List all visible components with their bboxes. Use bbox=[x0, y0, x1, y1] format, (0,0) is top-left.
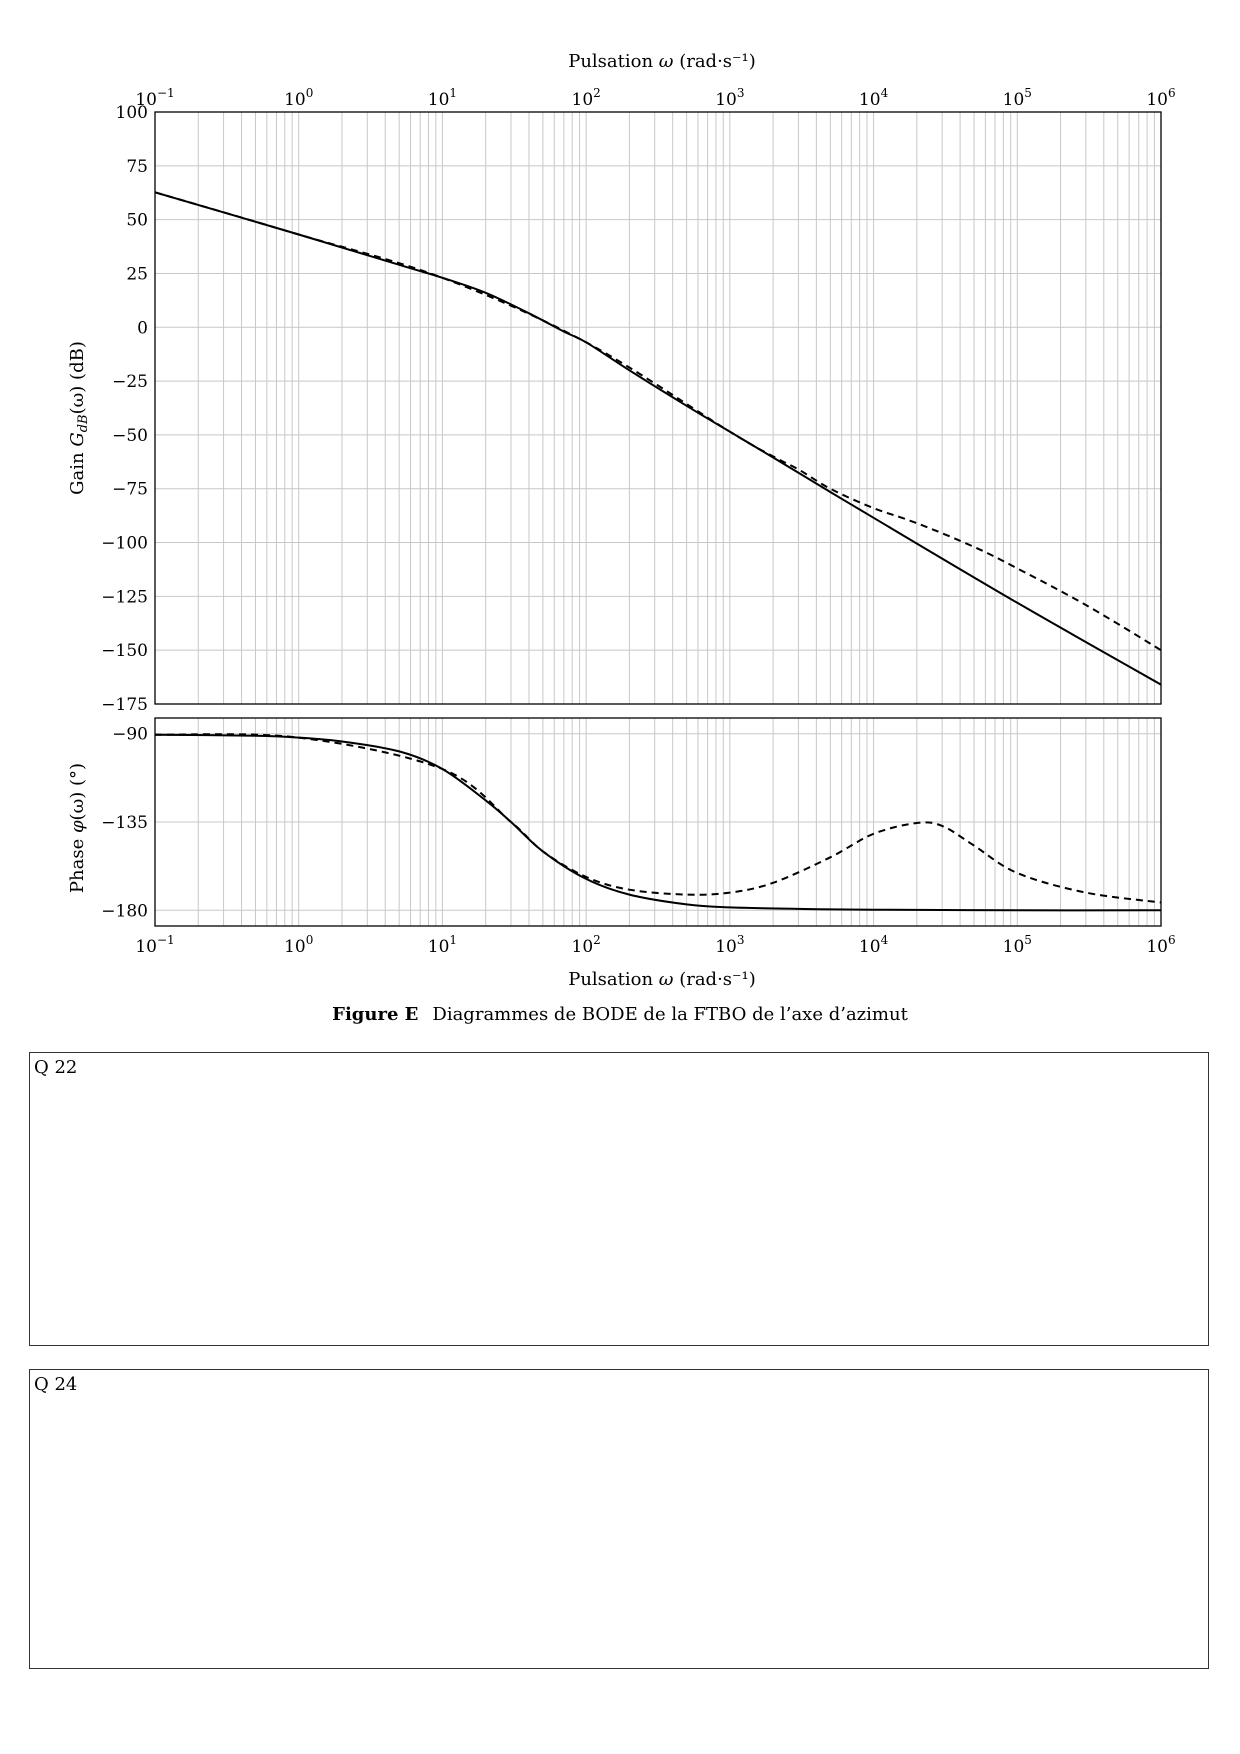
gain-y-tick-label: 100 bbox=[115, 103, 148, 123]
x-tick-label-top: $10^6$ bbox=[1146, 86, 1176, 110]
gain-y-tick-label: 75 bbox=[126, 156, 148, 177]
x-tick-label-bottom: $10^{-1}$ bbox=[135, 933, 175, 957]
x-tick-label-bottom: $10^2$ bbox=[571, 933, 601, 957]
gain-y-tick-label: −150 bbox=[101, 641, 148, 662]
grid bbox=[155, 112, 1161, 926]
x-tick-label-top: $10^3$ bbox=[715, 86, 745, 110]
plot-frames bbox=[155, 112, 1161, 926]
answer-box-q24[interactable] bbox=[29, 1369, 1209, 1669]
answer-box-q22[interactable] bbox=[29, 1052, 1209, 1346]
gain-y-tick-label: −175 bbox=[101, 695, 148, 715]
x-axis-title-top: Pulsation ω (rad·s⁻¹) bbox=[568, 51, 756, 72]
x-tick-label-bottom: $10^5$ bbox=[1002, 933, 1032, 957]
x-tick-label-bottom: $10^0$ bbox=[284, 933, 314, 957]
phase-y-tick-label: −135 bbox=[101, 813, 148, 833]
phase-y-tick-label: −90 bbox=[112, 724, 148, 745]
x-tick-label-top: $10^1$ bbox=[427, 86, 458, 110]
phase-curve-solid bbox=[155, 735, 1161, 911]
x-tick-label-top: $10^5$ bbox=[1002, 86, 1032, 110]
question-label: Q 24 bbox=[34, 1374, 78, 1395]
curves bbox=[155, 192, 1161, 910]
gain-y-tick-label: −100 bbox=[101, 533, 148, 554]
x-tick-label-top: $10^0$ bbox=[284, 86, 314, 110]
gain-y-tick-label: −75 bbox=[112, 479, 148, 500]
phase-curve-dashed bbox=[155, 734, 1161, 902]
tick-labels bbox=[101, 86, 1175, 957]
x-tick-label-bottom: $10^6$ bbox=[1146, 933, 1176, 957]
gain-y-tick-label: 50 bbox=[126, 210, 148, 231]
x-tick-label-bottom: $10^3$ bbox=[715, 933, 745, 957]
phase-axis-title: Phase φ(ω) (°) bbox=[67, 762, 88, 894]
x-tick-label-bottom: $10^4$ bbox=[858, 933, 889, 957]
x-tick-label-bottom: $10^1$ bbox=[427, 933, 458, 957]
phase-y-tick-label: −180 bbox=[101, 901, 148, 922]
gain-y-tick-label: −50 bbox=[112, 425, 148, 446]
x-tick-label-top: $10^2$ bbox=[571, 86, 601, 110]
gain-y-tick-label: 25 bbox=[126, 264, 148, 285]
gain-curve-solid bbox=[155, 192, 1161, 684]
figure-caption bbox=[0, 1004, 1240, 1025]
gain-y-tick-label: −25 bbox=[112, 372, 148, 393]
figure-caption-text: Diagrammes de BODE de la FTBO de l’axe d’azimut bbox=[432, 1004, 908, 1025]
gain-curve-dashed bbox=[155, 192, 1161, 650]
figure-label: Figure E bbox=[332, 1004, 419, 1025]
gain-plot-frame bbox=[155, 112, 1161, 704]
gain-y-tick-label: 0 bbox=[137, 318, 148, 339]
x-tick-label-top: $10^4$ bbox=[858, 86, 889, 110]
question-label: Q 22 bbox=[34, 1057, 78, 1078]
x-tick-label-top: $10^{-1}$ bbox=[135, 86, 175, 110]
gain-axis-title: Gain $G_{dB}(\omega)$ (dB) bbox=[67, 341, 91, 495]
gain-y-tick-label: −125 bbox=[101, 587, 148, 608]
x-axis-title-bottom: Pulsation ω (rad·s⁻¹) bbox=[568, 969, 756, 990]
